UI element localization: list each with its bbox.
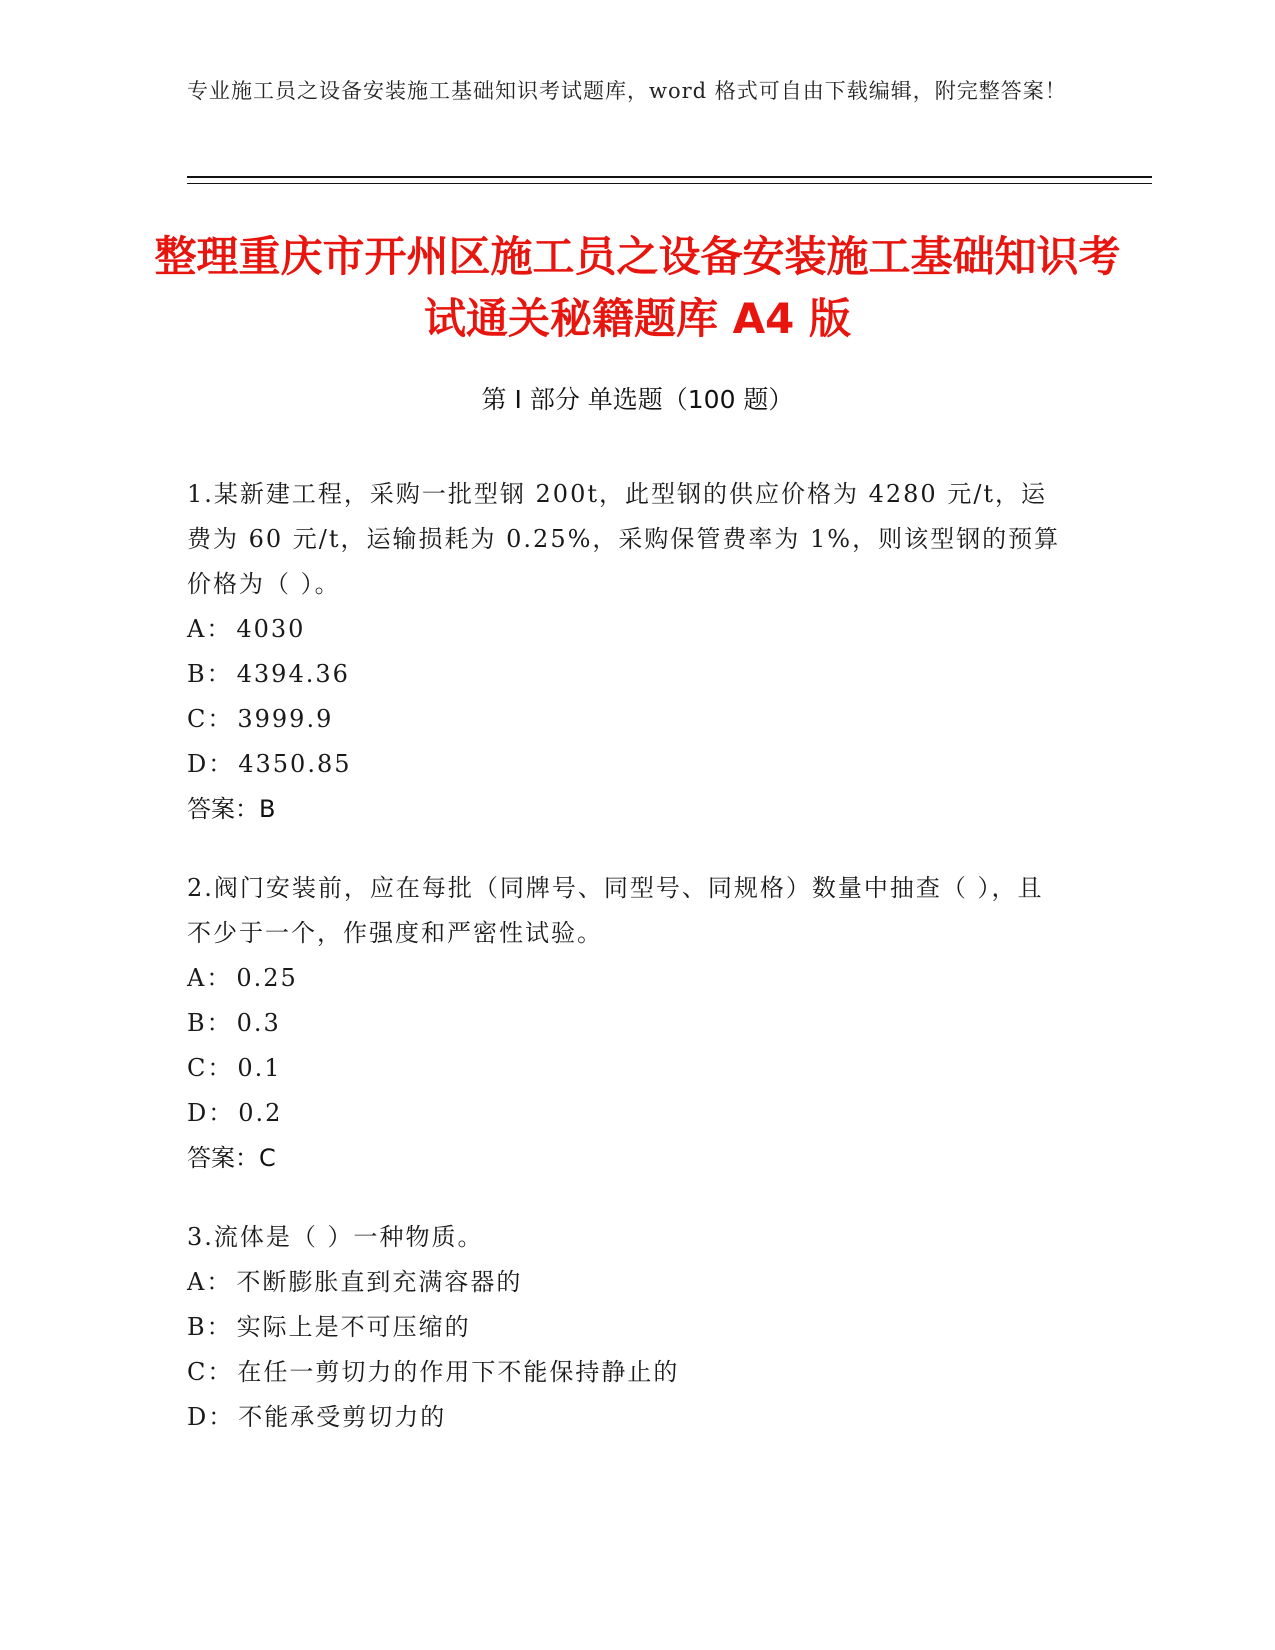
option-d: D： 不能承受剪切力的: [187, 1403, 447, 1431]
header-note: 专业施工员之设备安装施工基础知识考试题库，word 格式可自由下载编辑，附完整答案！: [187, 79, 1067, 103]
option-key: B: [187, 660, 207, 688]
question-stem: 1.某新建工程，采购一批型钢 200t，此型钢的供应价格为 4280 元/t，运费为 60 元/t，运输损耗为 0.25%，采购保管费率为 1%，则该型钢的预算价格为（ ）。: [187, 480, 1061, 598]
option-text: 0.2: [238, 1099, 283, 1127]
option-a: A： 4030: [187, 615, 306, 643]
option-b: B： 实际上是不可压缩的: [187, 1313, 471, 1341]
option-c: C： 3999.9: [187, 705, 334, 733]
answer-line: [187, 1136, 1067, 1181]
option-d: D： 0.2: [187, 1099, 283, 1127]
answer-value: C: [259, 1144, 276, 1172]
question-1: [187, 472, 1067, 832]
option-key: A: [187, 964, 207, 992]
answer-line: [187, 787, 1067, 832]
option-key: C: [187, 705, 208, 733]
option-key: C: [187, 1358, 208, 1386]
option-text: 0.25: [236, 964, 298, 992]
option-b: B： 4394.36: [187, 660, 350, 688]
option-c: C： 在任一剪切力的作用下不能保持静止的: [187, 1358, 680, 1386]
option-key: B: [187, 1009, 207, 1037]
option-text: 4394.36: [236, 660, 350, 688]
question-3: [187, 1215, 1067, 1440]
option-key: A: [187, 1268, 207, 1296]
question-stem: 2.阀门安装前，应在每批（同牌号、同型号、同规格）数量中抽查（ ），且不少于一个，作强度和严密性试验。: [187, 874, 1044, 947]
option-key: A: [187, 615, 207, 643]
option-d: D： 4350.85: [187, 750, 352, 778]
answer-label: 答案：: [187, 1144, 259, 1172]
option-key: D: [187, 1403, 209, 1431]
question-stem: 3.流体是（ ）一种物质。: [187, 1223, 484, 1251]
option-text: 不能承受剪切力的: [238, 1403, 447, 1431]
option-a: A： 0.25: [187, 964, 298, 992]
option-c: C： 0.1: [187, 1054, 282, 1082]
option-text: 0.3: [236, 1009, 281, 1037]
option-a: A： 不断膨胀直到充满容器的: [187, 1268, 523, 1296]
option-text: 在任一剪切力的作用下不能保持静止的: [237, 1358, 680, 1386]
answer-label: 答案：: [187, 795, 259, 823]
option-key: D: [187, 1099, 209, 1127]
option-key: B: [187, 1313, 207, 1341]
question-2: [187, 866, 1067, 1181]
option-b: B： 0.3: [187, 1009, 281, 1037]
section-heading: 第 I 部分 单选题（100 题）: [481, 385, 794, 414]
option-text: 4350.85: [238, 750, 352, 778]
document-title: 整理重庆市开州区施工员之设备安装施工基础知识考试通关秘籍题库 A4 版: [154, 232, 1121, 343]
option-text: 0.1: [237, 1054, 282, 1082]
header-divider-thick: [187, 176, 1152, 178]
option-text: 3999.9: [237, 705, 334, 733]
header-divider-thin: [187, 183, 1152, 184]
option-key: C: [187, 1054, 208, 1082]
option-key: D: [187, 750, 209, 778]
answer-value: B: [259, 795, 276, 823]
option-text: 不断膨胀直到充满容器的: [236, 1268, 523, 1296]
option-text: 4030: [236, 615, 306, 643]
option-text: 实际上是不可压缩的: [236, 1313, 471, 1341]
question-list: [187, 472, 1067, 1474]
